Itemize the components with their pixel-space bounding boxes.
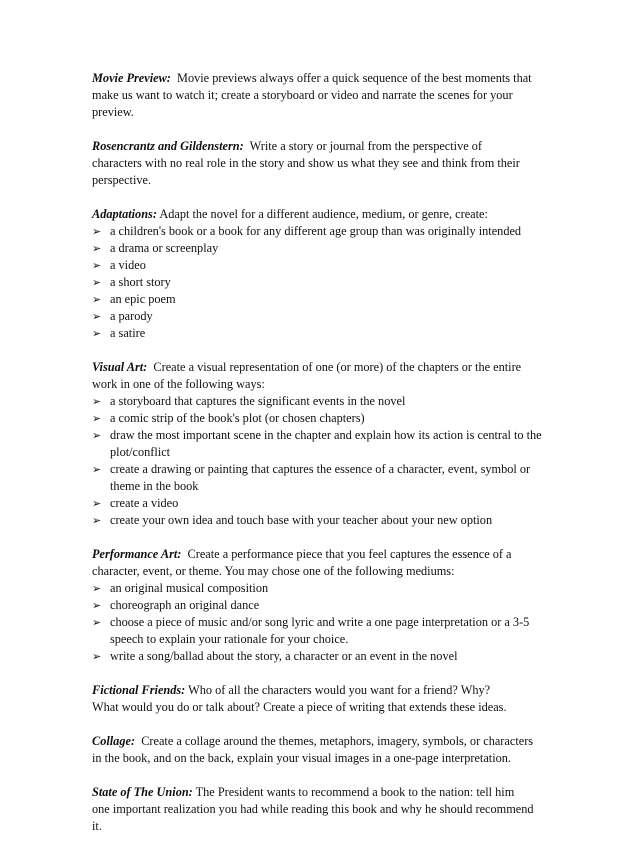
section-text: in the book, and on the back, explain your visual images in a one-page interpretation. <box>92 751 511 765</box>
section-text: Write a story or journal from the perspective of <box>249 139 483 153</box>
section-text: perspective. <box>92 173 152 187</box>
section-text: work in one of the following ways: <box>92 377 265 391</box>
section-state-of-the-union <box>92 784 554 835</box>
section-collage <box>92 733 554 767</box>
list-item: ➢ create a video <box>92 495 554 512</box>
bullet-list <box>92 223 554 342</box>
section-heading: Fictional Friends: <box>92 683 186 697</box>
bullet-list <box>92 580 554 665</box>
section-text: preview. <box>92 105 134 119</box>
section-text: make us want to watch it; create a storyboard or video and narrate the scenes for your <box>92 88 513 102</box>
section-text: The President wants to recommend a book to the nation: tell him <box>195 785 515 799</box>
list-item: ➢ a comic strip of the book's plot (or chosen chapters) <box>92 410 554 427</box>
list-item: ➢ a drama or screenplay <box>92 240 554 257</box>
section-heading: Movie Preview: <box>92 71 171 85</box>
section-heading: Collage: <box>92 734 136 748</box>
list-item: ➢ write a song/ballad about the story, a character or an event in the novel <box>92 648 554 665</box>
section-text: Create a visual representation of one (or more) of the chapters or the entire <box>153 360 522 374</box>
list-item: ➢ create a drawing or painting that captures the essence of a character, event, symbol or theme in the book <box>92 461 554 495</box>
list-item: ➢ choose a piece of music and/or song lyric and write a one page interpretation or a 3-5 speech to explain your rationale for your choice. <box>92 614 554 648</box>
list-item: ➢ a children's book or a book for any different age group than was originally intended <box>92 223 554 240</box>
list-item: ➢ a video <box>92 257 554 274</box>
section-performance-art <box>92 546 554 665</box>
list-item: ➢ a storyboard that captures the significant events in the novel <box>92 393 554 410</box>
section-text: it. <box>92 819 102 833</box>
section-text: one important realization you had while reading this book and why he should recommend <box>92 802 534 816</box>
section-text: Create a performance piece that you feel captures the essence of a <box>187 547 512 561</box>
list-item: ➢ a satire <box>92 325 554 342</box>
section-text: characters with no real role in the story and show us what they see and think from their <box>92 156 520 170</box>
list-item: ➢ a short story <box>92 274 554 291</box>
section-adaptations <box>92 206 554 342</box>
list-item: ➢ create your own idea and touch base with your teacher about your new option <box>92 512 554 529</box>
section-fictional-friends <box>92 682 554 716</box>
section-text: Create a collage around the themes, metaphors, imagery, symbols, or characters <box>141 734 534 748</box>
section-text: Movie previews always offer a quick sequence of the best moments that <box>177 71 532 85</box>
list-item: ➢ a parody <box>92 308 554 325</box>
section-text: Adapt the novel for a different audience, medium, or genre, create: <box>159 207 488 221</box>
list-item: ➢ choreograph an original dance <box>92 597 554 614</box>
document-page <box>92 70 554 852</box>
section-heading: Performance Art: <box>92 547 182 561</box>
section-heading: Visual Art: <box>92 360 148 374</box>
list-item: ➢ an original musical composition <box>92 580 554 597</box>
section-text: What would you do or talk about? Create a piece of writing that extends these ideas. <box>92 700 507 714</box>
section-visual-art <box>92 359 554 529</box>
section-movie-preview <box>92 70 554 121</box>
section-heading: State of The Union: <box>92 785 193 799</box>
section-rosencrantz <box>92 138 554 189</box>
list-item: ➢ an epic poem <box>92 291 554 308</box>
section-heading: Adaptations: <box>92 207 157 221</box>
list-item: ➢ draw the most important scene in the chapter and explain how its action is central to the plot/conflict <box>92 427 554 461</box>
section-heading: Rosencrantz and Gildenstern: <box>92 139 244 153</box>
section-text: Who of all the characters would you want for a friend? Why? <box>188 683 491 697</box>
section-text: character, event, or theme. You may chose one of the following mediums: <box>92 564 455 578</box>
bullet-list <box>92 393 554 529</box>
